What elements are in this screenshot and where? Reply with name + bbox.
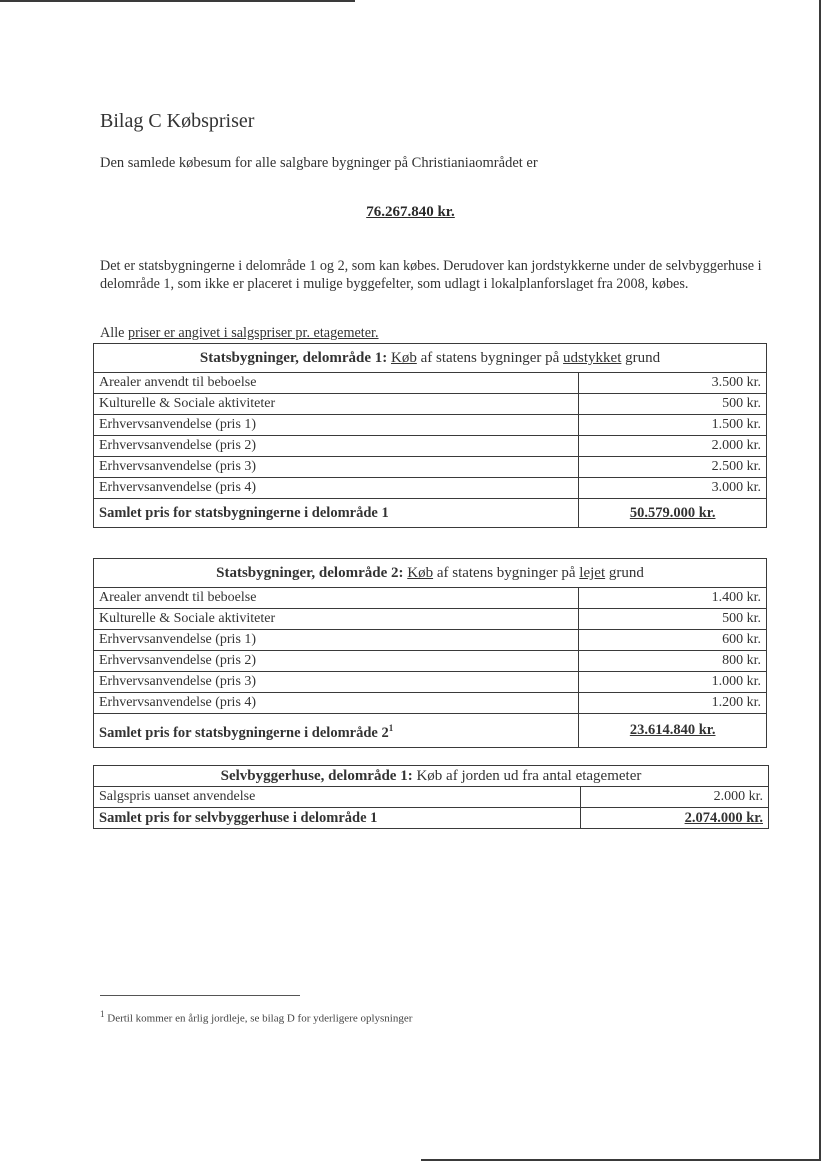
table-row xyxy=(94,693,767,714)
price-note xyxy=(100,325,379,342)
sum-value-cell xyxy=(579,499,767,528)
table-header-rest: Køb af jorden ud fra antal etagemeter xyxy=(412,768,642,784)
row-price: 1.400 kr. xyxy=(579,588,767,609)
description-paragraph: Det er statsbygningerne i delområde 1 og 2, som kan købes. Derudover kan jordstykkerne under de selvbyggerhuse i delområde 1, som ikke er placeret i mulige byggefelter, som udlagt i lokalplanforslaget fra 2008, købes. xyxy=(100,258,762,292)
scan-edge-top xyxy=(0,0,355,2)
row-label: Erhvervsanvendelse (pris 3) xyxy=(94,457,579,478)
table-header xyxy=(94,344,767,373)
row-price: 3.000 kr. xyxy=(579,478,767,499)
row-price: 2.500 kr. xyxy=(579,457,767,478)
price-note-prefix: Alle xyxy=(100,325,128,341)
table-row xyxy=(94,394,767,415)
sum-label: Samlet pris for statsbygningerne i delområde 2 xyxy=(99,724,389,741)
table-header-row xyxy=(94,344,767,373)
price-note-underlined: priser er angivet i salgspriser pr. etagemeter. xyxy=(127,325,379,341)
row-label: Erhvervsanvendelse (pris 4) xyxy=(94,478,579,499)
table-header-land: lejet xyxy=(579,565,606,581)
total-amount xyxy=(0,204,821,221)
table-sum-row xyxy=(94,808,769,829)
sum-value: 50.579.000 kr. xyxy=(629,505,716,521)
table-row xyxy=(94,478,767,499)
row-price: 500 kr. xyxy=(579,394,767,415)
table-row xyxy=(94,588,767,609)
sum-value: 23.614.840 kr. xyxy=(629,722,716,739)
row-price: 600 kr. xyxy=(579,630,767,651)
sum-value: 2.074.000 kr. xyxy=(684,810,763,826)
table-header xyxy=(94,766,769,787)
table-header xyxy=(94,559,767,588)
table-row xyxy=(94,651,767,672)
footnote-mark: 1 xyxy=(100,1009,105,1019)
table-statsbygninger-delomraade-2 xyxy=(93,558,767,748)
table-row xyxy=(94,436,767,457)
table-row xyxy=(94,609,767,630)
row-price: 3.500 kr. xyxy=(579,373,767,394)
row-price: 2.000 kr. xyxy=(579,436,767,457)
table-header-buy: Køb xyxy=(407,565,434,581)
row-label: Erhvervsanvendelse (pris 2) xyxy=(94,651,579,672)
table-statsbygninger-delomraade-1 xyxy=(93,343,767,528)
table-row xyxy=(94,373,767,394)
row-price: 2.000 kr. xyxy=(581,787,769,808)
table-header-land: udstykket xyxy=(563,350,622,366)
table-sum-row xyxy=(94,714,767,748)
sum-label: Samlet pris for statsbygningerne i delområde 1 xyxy=(94,499,579,528)
row-label: Salgspris uanset anvendelse xyxy=(94,787,581,808)
page-title: Bilag C Købspriser xyxy=(100,110,255,132)
table-header-mid: af statens bygninger på xyxy=(433,565,580,581)
row-label: Erhvervsanvendelse (pris 2) xyxy=(94,436,579,457)
row-label: Arealer anvendt til beboelse xyxy=(94,588,579,609)
total-amount-value: 76.267.840 kr. xyxy=(366,204,455,220)
table-header-end: grund xyxy=(621,350,661,366)
table-sum-row xyxy=(94,499,767,528)
row-price: 500 kr. xyxy=(579,609,767,630)
table-header-buy: Køb xyxy=(390,350,417,366)
table-header-row xyxy=(94,559,767,588)
sum-value-cell xyxy=(579,714,767,748)
footnote-divider xyxy=(100,995,300,996)
sum-label-cell xyxy=(94,714,579,748)
row-label: Kulturelle & Sociale aktiviteter xyxy=(94,609,579,630)
row-label: Erhvervsanvendelse (pris 1) xyxy=(94,415,579,436)
table-row xyxy=(94,787,769,808)
table-row xyxy=(94,457,767,478)
row-price: 800 kr. xyxy=(579,651,767,672)
row-price: 1.500 kr. xyxy=(579,415,767,436)
row-price: 1.000 kr. xyxy=(579,672,767,693)
table-row xyxy=(94,672,767,693)
sum-label: Samlet pris for selvbyggerhuse i delområde 1 xyxy=(94,808,581,829)
footnote-reference: 1 xyxy=(388,723,394,733)
intro-text: Den samlede købesum for alle salgbare bygninger på Christianiaområdet er xyxy=(100,155,538,171)
table-header-bold: Selvbyggerhuse, delområde 1: xyxy=(220,768,413,784)
sum-value-cell xyxy=(581,808,769,829)
row-label: Erhvervsanvendelse (pris 4) xyxy=(94,693,579,714)
row-price: 1.200 kr. xyxy=(579,693,767,714)
table-header-mid: af statens bygninger på xyxy=(416,350,564,366)
row-label: Arealer anvendt til beboelse xyxy=(94,373,579,394)
table-header-bold: Statsbygninger, delområde 2: xyxy=(216,565,404,581)
table-header-end: grund xyxy=(605,565,644,581)
row-label: Kulturelle & Sociale aktiviteter xyxy=(94,394,579,415)
table-header-row xyxy=(94,766,769,787)
footnote xyxy=(100,1009,412,1025)
table-selvbyggerhuse-delomraade-1 xyxy=(93,765,769,829)
table-header-bold: Statsbygninger, delområde 1: xyxy=(199,350,388,366)
table-row xyxy=(94,415,767,436)
table-row xyxy=(94,630,767,651)
row-label: Erhvervsanvendelse (pris 3) xyxy=(94,672,579,693)
row-label: Erhvervsanvendelse (pris 1) xyxy=(94,630,579,651)
footnote-text: Dertil kommer en årlig jordleje, se bilag D for yderligere oplysninger xyxy=(104,1012,413,1025)
